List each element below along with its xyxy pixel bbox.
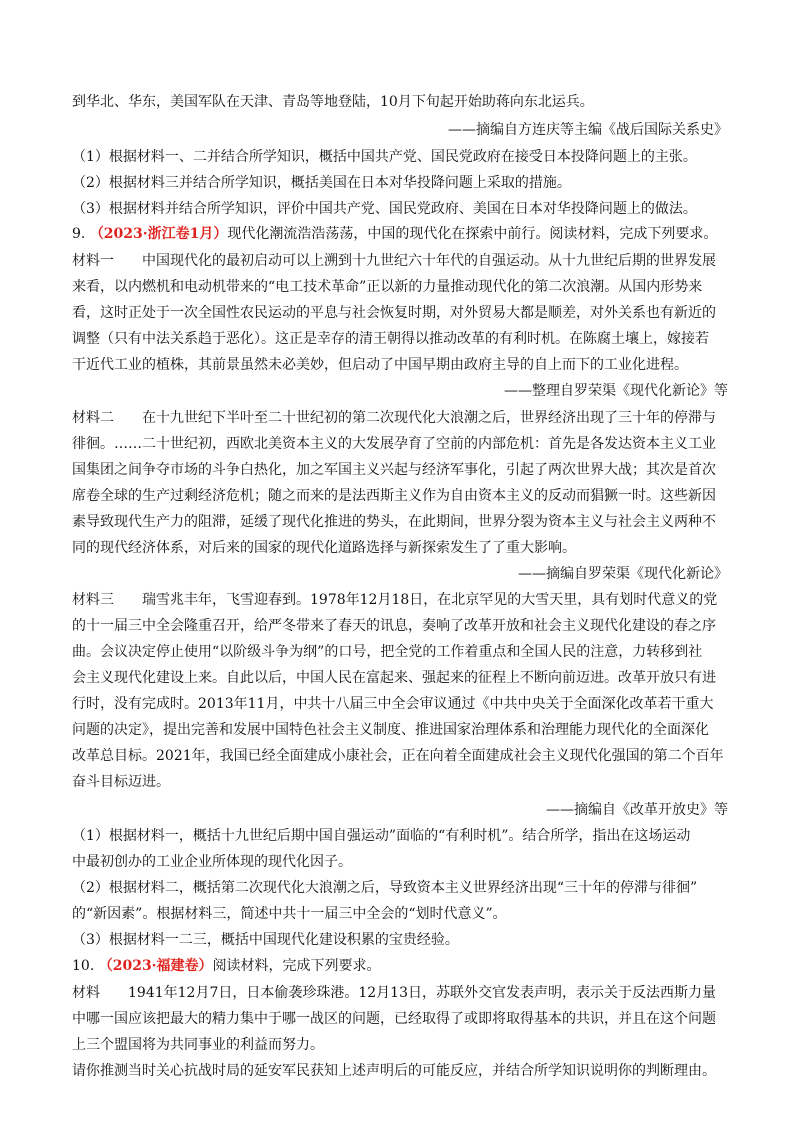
question-item: 中最初创办的工业企业所体现的现代化因子。: [72, 854, 352, 870]
material-line: 同的现代经济体系，对后来的国家的现代化道路选择与新探索发生了了重大影响。: [72, 540, 576, 556]
exam-source-tag: （2023·浙江卷1月）: [89, 226, 228, 242]
material-line: 席卷全球的生产过剩经济危机；随之而来的是法西斯主义作为自由资本主义的反动而猖獗一时。这些新因: [72, 488, 716, 504]
material-line: 会主义现代化建设上来。自此以后，中国人民在富起来、强起来的征程上不断向前迈进。改革开放只有进: [72, 670, 716, 686]
question-item: （1）根据材料一、二并结合所学知识，概括中国共产党、国民党政府在接受日本投降问题上的主张。: [72, 149, 697, 165]
material-line: 看，这时正处于一次全国性农民运动的平息与社会恢复时期，对外贸易大都是顺差，对外关系也有新近的: [72, 305, 716, 321]
source-citation: ——摘编自《改革开放史》等: [546, 802, 728, 818]
question-heading-9: [72, 224, 728, 244]
question-prompt: 阅读材料，完成下列要求。: [212, 958, 381, 974]
material-line: 上三个盟国将为共同事业的利益而努力。: [72, 1037, 324, 1053]
source-citation: ——整理自罗荣渠《现代化新论》等: [504, 383, 728, 399]
question-item: （3）根据材料并结合所学知识，评价中国共产党、国民党政府、美国在日本对华投降问题上的做法。: [72, 201, 697, 217]
text-line: 到华北、华东，美国军队在天津、青岛等地登陆，10月下旬起开始助蒋向东北运兵。: [72, 94, 594, 110]
question-number: 9.: [72, 226, 86, 242]
material-line: 调整（只有中法关系趋于恶化）。这正是幸存的清王朝得以推动改革的有利时机。在陈腐土壤上，嫁接若: [72, 331, 709, 347]
question-item: （3）根据材料一二三，概括中国现代化建设积累的宝贵经验。: [72, 932, 459, 948]
source-citation: ——摘编自罗荣渠《现代化新论》: [518, 566, 728, 582]
material-line: 曲。会议决定停止使用“以阶级斗争为纲”的口号，把全党的工作着重点和全国人民的注意，力转移到社: [72, 644, 703, 660]
source-citation: ——摘编自方连庆等主编《战后国际关系史》: [448, 122, 728, 138]
question-item: （2）根据材料三并结合所学知识，概括美国在日本对华投降问题上采取的措施。: [72, 175, 571, 191]
material-line: 材料 1941年12月7日，日本偷袭珍珠港。12月13日，苏联外交官发表声明，表示关于反法西斯力量: [72, 985, 716, 1001]
material-line: 行时，没有完成时。2013年11月，中共十八届三中全会审议通过《中共中央关于全面深化改革若干重大: [72, 696, 714, 712]
material-line: 材料二 在十九世纪下半叶至二十世纪初的第二次现代化大浪潮之后，世界经济出现了三十年的停滞与: [72, 410, 716, 426]
question-item: （1）根据材料一，概括十九世纪后期中国自强运动”面临的“有利时机”。结合所学，指出在这场运动: [72, 828, 691, 844]
material-line: 徘徊。……二十世纪初，西欧北美资本主义的大发展孕育了空前的内部危机：首先是各发达资本主义工业: [72, 436, 716, 452]
material-line: 材料三 瑞雪兆丰年，飞雪迎春到。1978年12月18日，在北京罕见的大雪天里，具有划时代意义的党: [72, 592, 718, 608]
question-number: 10.: [72, 958, 95, 974]
material-line: 干近代工业的植株，其前景虽然未必美妙，但启动了中国早期由政府主导的自上而下的工业化进程。: [72, 357, 688, 373]
material-line: 材料一 中国现代化的最初启动可以上溯到十九世纪六十年代的自强运动。从十九世纪后期的世界发展: [72, 253, 716, 269]
material-line: 奋斗目标迈进。: [72, 774, 170, 790]
material-line: 改革总目标。2021年，我国已经全面建成小康社会，正在向着全面建成社会主义现代化强国的第二个百年: [72, 748, 724, 764]
material-line: 的十一届三中全会隆重召开，给严冬带来了春天的讯息，奏响了改革开放和社会主义现代化建设的春之序: [72, 618, 716, 634]
question-item: 的“新因素”。根据材料三，简述中共十一届三中全会的“划时代意义”。: [72, 906, 507, 922]
material-line: 素导致现代生产力的阻滞，延缓了现代化推进的势头，在此期间，世界分裂为资本主义与社会主义两种不: [72, 514, 716, 530]
exam-source-tag: （2023·福建卷）: [98, 958, 213, 974]
material-line: 国集团之间争夺市场的斗争白热化，加之军国主义兴起与经济军事化，引起了两次世界大战；其次是首次: [72, 462, 716, 478]
question-heading-10: [72, 956, 728, 976]
material-line: 中哪一国应该把最大的精力集中于哪一战区的问题，已经取得了或即将取得基本的共识，并且在这个问题: [72, 1011, 716, 1027]
question-prompt: 现代化潮流浩浩荡荡，中国的现代化在探索中前行。阅读材料，完成下列要求。: [227, 226, 718, 242]
material-line: 问题的决定》，提出完善和发展中国特色社会主义制度、推进国家治理体系和治理能力现代化的全面深化: [72, 722, 709, 738]
question-item: 请你推测当时关心抗战时局的延安军民获知上述声明后的可能反应，并结合所学知识说明你的判断理由。: [72, 1063, 716, 1079]
question-item: （2）根据材料二，概括第二次现代化大浪潮之后，导致资本主义世界经济出现“三十年的停滞与徘徊”: [72, 880, 698, 896]
material-line: 来看，以内燃机和电动机带来的“电工技术革命”正以新的力量推动现代化的第二次浪潮。从国内形势来: [72, 279, 703, 295]
